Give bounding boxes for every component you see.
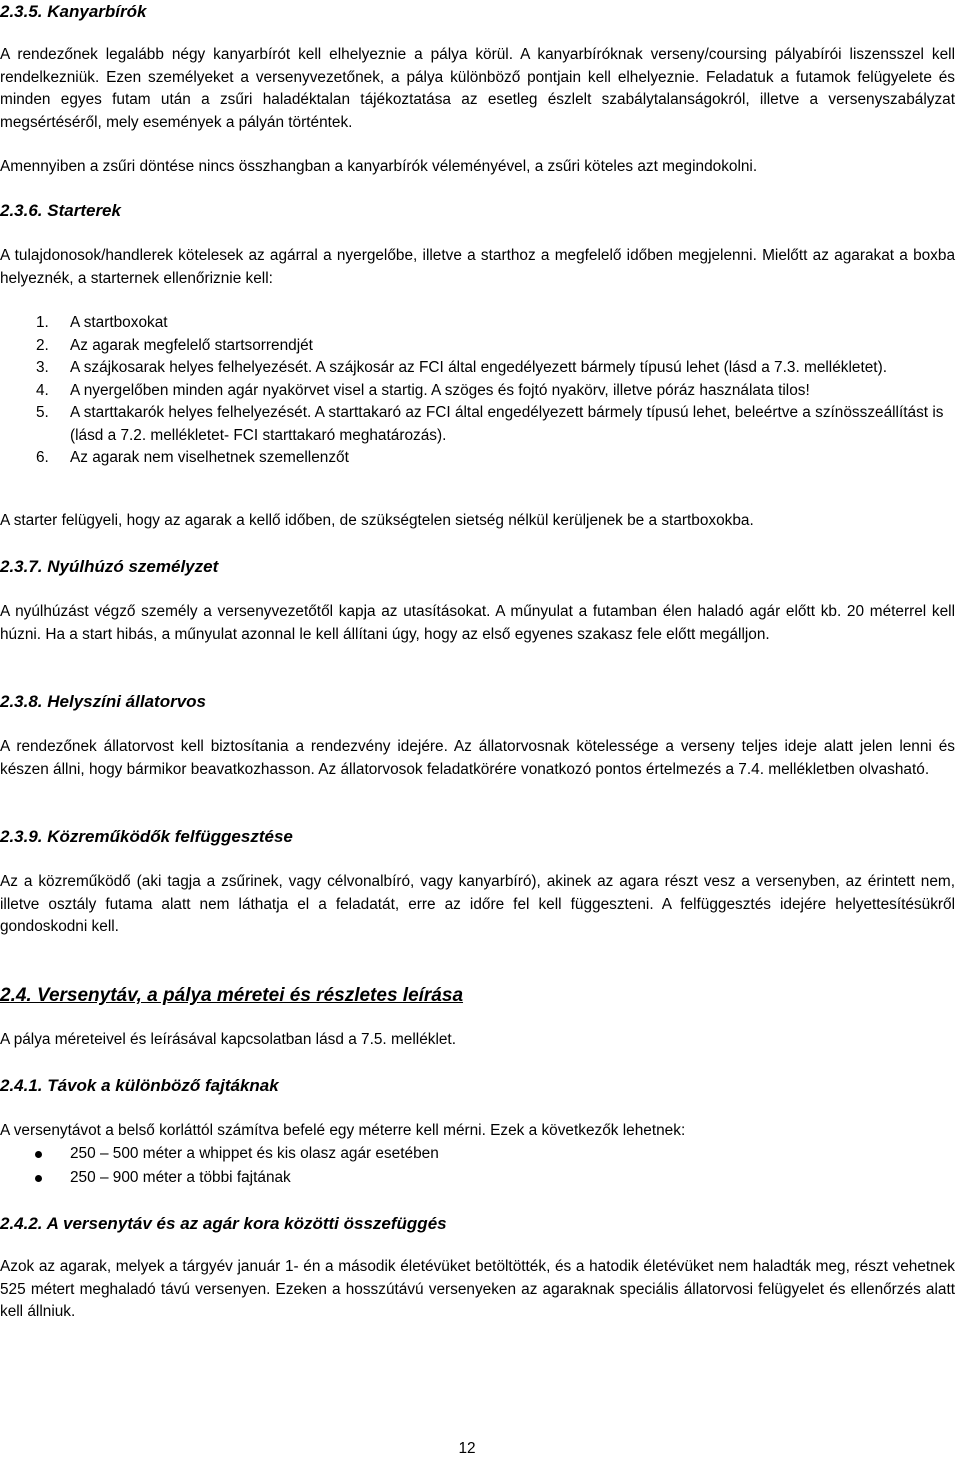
list-item	[0, 357, 955, 380]
list-number: 1.	[36, 314, 49, 331]
list-text: A startboxokat	[70, 314, 168, 331]
section-heading-2-4: 2.4. Versenytáv, a pálya méretei és részletes leírása	[0, 985, 464, 1006]
list-number: 3.	[36, 359, 49, 376]
paragraph-track-dimensions: A pálya méreteivel és leírásával kapcsolatban lásd a 7.5. melléklet.	[0, 1031, 456, 1048]
list-text: A szájkosarak helyes felhelyezését. A szájkosár az FCI által engedélyezett bármely típusú lehet (lásd a 7.3. mellékletet).	[70, 359, 887, 376]
list-item	[0, 1143, 955, 1167]
section-heading-2-4-1: 2.4.1. Távok a különböző fajtáknak	[0, 1076, 279, 1095]
starter-checklist	[0, 312, 955, 470]
list-item	[0, 1167, 955, 1191]
distance-list	[0, 1143, 955, 1191]
page-number: 12	[458, 1440, 476, 1457]
section-heading-2-3-6: 2.3.6. Starterek	[0, 201, 121, 220]
list-item	[0, 335, 955, 358]
paragraph-suspension: Az a közreműködő (aki tagja a zsűrinek, vagy célvonalbíró, vagy kanyarbíró), akinek az agara részt vesz a versenyben, az érintett nem, illetve osztály futama alatt nem láthatja el a feladatát, erre az időre fel kell függeszteni. A felfüggesztés idejére helyettesítésükről gondoskodni kell.	[0, 873, 955, 935]
list-text: A starttakarók helyes felhelyezését. A starttakaró az FCI által engedélyezett bármely típusú lehet, beleértve a színösszeállítást is (lásd a 7.2. mellékletet- FCI starttakaró meghatározás).	[70, 404, 944, 444]
paragraph-age-distance: Azok az agarak, melyek a tárgyév január 1- én a második életévüket betöltötték, és a hatodik életévüket nem haladták meg, részt vehetnek 525 métert meghaladó távú versenyen. Ezeken a hosszútávú versenyeken az agaraknak speciális állatorvosi felügyelet és ellenőrzés alatt kell állniuk.	[0, 1258, 955, 1320]
paragraph-distances: A versenytávot a belső korláttól számítva befelé egy méterre kell mérni. Ezek a következők lehetnek:	[0, 1122, 686, 1139]
list-text: A nyergelőben minden agár nyakörvet visel a startig. A szöges és fojtó nyakörv, illetve póráz használata tilos!	[70, 381, 810, 399]
paragraph-starter-supervision: A starter felügyeli, hogy az agarak a kellő időben, de szükségtelen sietség nélkül kerüljenek be a startboxokba.	[0, 512, 754, 529]
section-heading-2-3-8: 2.3.8. Helyszíni állatorvos	[0, 692, 206, 711]
paragraph-lure-operator: A nyúlhúzást végző személy a versenyvezetőtől kapja az utasításokat. A műnyulat a futamban élen haladó agár előtt kb. 20 méterrel kell húzni. Ha a start hibás, a műnyulat azonnal le kell állítani úgy, hogy az első egyenes szakasz fele előtt megálljon.	[0, 603, 955, 643]
section-heading-2-4-2: 2.4.2. A versenytáv és az agár kora közötti összefüggés	[0, 1214, 447, 1233]
paragraph-turn-judges: A rendezőnek legalább négy kanyarbírót kell elhelyeznie a pálya körül. A kanyarbíróknak verseny/coursing pályabírói liszensszel kell rendelkezniük. Ezen személyeket a versenyvezetőnek, a pálya különböző pontjain kell elhelyeznie. Feladatuk a futamok felügyelete és minden egyes futam után a zsűri haladéktalan tájékoztatása az esetleg észlelt szabálytalanságokról, illetve a versenyszabályzat megsértéséről, mely események a pályán történtek.	[0, 46, 955, 131]
bullet-icon	[35, 1175, 42, 1182]
list-item	[0, 312, 955, 335]
bullet-icon	[35, 1151, 42, 1158]
section-heading-2-3-7: 2.3.7. Nyúlhúzó személyzet	[0, 557, 219, 576]
list-text: 250 – 900 méter a többi fajtának	[70, 1169, 291, 1186]
list-item	[0, 380, 955, 403]
paragraph-veterinarian: A rendezőnek állatorvost kell biztosítania a rendezvény idejére. Az állatorvosnak kötelessége a verseny teljes ideje alatt jelen lenni és készen állni, hogy bármikor beavatkozhasson. Az állatorvosok feladatkörére vonatkozó pontos értelmezés a 7.4. mellékletben olvasható.	[0, 738, 955, 778]
list-number: 5.	[36, 404, 49, 421]
list-number: 4.	[36, 381, 49, 399]
list-text: Az agarak nem viselhetnek szemellenzőt	[70, 449, 349, 466]
section-heading-2-3-5: 2.3.5. Kanyarbírók	[0, 2, 147, 21]
paragraph-jury-decision: Amennyiben a zsűri döntése nincs összhangban a kanyarbírók véleményével, a zsűri köteles azt megindokolni.	[0, 158, 758, 175]
list-item	[0, 447, 955, 470]
paragraph-starters-intro: A tulajdonosok/handlerek kötelesek az agárral a nyergelőbe, illetve a starthoz a megfelelő időben megjelenni. Mielőtt az agarakat a boxba helyeznék, a starternek ellenőriznie kell:	[0, 247, 955, 287]
list-number: 6.	[36, 449, 49, 466]
list-text: 250 – 500 méter a whippet és kis olasz agár esetében	[70, 1145, 439, 1162]
list-item	[0, 402, 955, 447]
section-heading-2-3-9: 2.3.9. Közreműködők felfüggesztése	[0, 827, 293, 846]
list-number: 2.	[36, 336, 49, 354]
list-text: Az agarak megfelelő startsorrendjét	[70, 336, 313, 354]
